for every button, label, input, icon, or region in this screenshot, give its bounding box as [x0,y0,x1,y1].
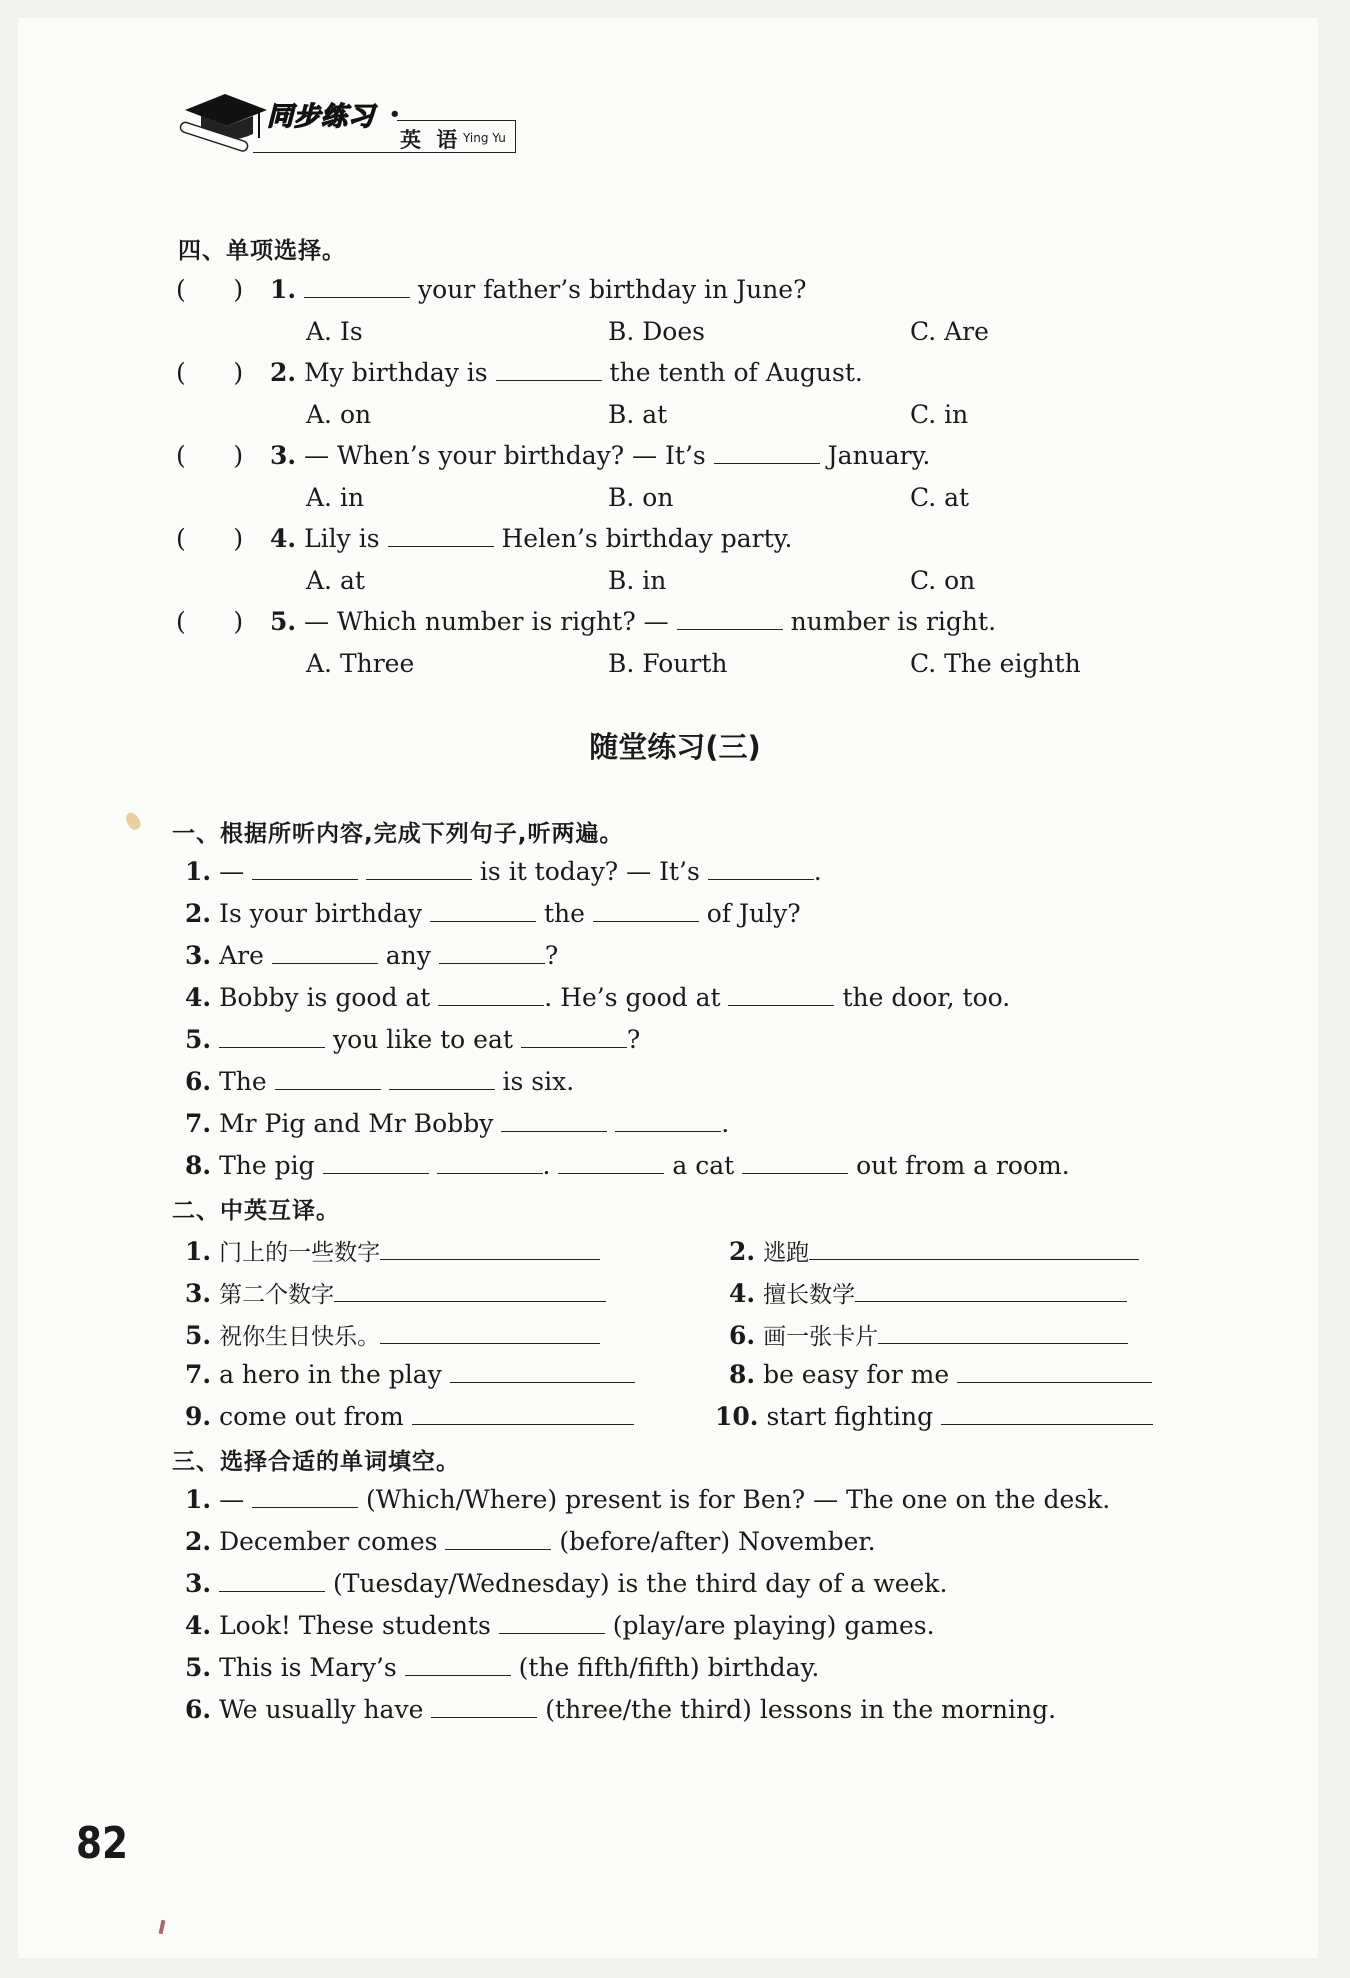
answer-blank[interactable] [272,941,378,964]
translate-item-5 [185,1318,600,1351]
item-text: 擅长数学 [763,1282,856,1308]
item-number: 5. [185,1321,212,1350]
item-number: 7. [185,1360,212,1389]
header-rule [253,152,515,153]
question-number: 3. [270,441,297,470]
item-text: The [219,1067,267,1096]
item-text: Look! These students [219,1611,491,1640]
answer-blank[interactable] [430,899,536,922]
translate-item-4 [729,1276,1127,1309]
question-number: 4. [270,524,297,553]
option-b: B. on [608,483,674,512]
item-text: 画一张卡片 [763,1324,879,1350]
answer-blank[interactable] [445,1527,551,1550]
item-number: 7. [185,1109,212,1138]
item-number: 6. [185,1067,212,1096]
translate-item-8 [729,1360,1152,1389]
option-a: A. on [306,400,372,429]
listen-item-2 [185,899,801,928]
question-text: My birthday is [304,358,488,387]
item-text: Is your birthday [219,899,423,928]
answer-paren: ( ) [176,358,244,387]
translate-item-9 [185,1402,634,1431]
item-number: 2. [185,1527,212,1556]
question-text: number is right. [790,607,997,636]
option-a: A. Three [306,649,415,678]
option-b: B. in [608,566,667,595]
item-text: 逃跑 [763,1240,810,1266]
item-text: (before/after) November. [559,1527,876,1556]
answer-blank[interactable] [501,1109,607,1132]
item-number: 5. [185,1653,212,1682]
translate-item-2 [729,1234,1139,1267]
question-4 [270,524,792,553]
item-number: 9. [185,1402,212,1431]
answer-blank[interactable] [499,1611,605,1634]
fill-item-1 [185,1485,1110,1514]
question-2 [270,358,863,387]
page-number: 82 [76,1818,129,1869]
listen-item-7 [185,1109,729,1138]
item-text: the door, too. [842,983,1011,1012]
item-text: Mr Pig and Mr Bobby [219,1109,494,1138]
item-text: This is Mary’s [219,1653,397,1682]
answer-blank[interactable] [334,1279,606,1302]
question-text: — Which number is right? — [304,607,669,636]
answer-blank[interactable] [219,1569,325,1592]
answer-blank[interactable] [304,275,410,298]
option-b: B. Does [608,317,705,346]
listen-item-1 [185,857,822,886]
item-number: 5. [185,1025,212,1054]
translate-item-1 [185,1234,600,1267]
header-dot: • [389,104,401,125]
item-number: 6. [729,1321,756,1350]
item-number: 2. [729,1237,756,1266]
item-text: 门上的一些数字 [219,1240,381,1266]
item-text: We usually have [219,1695,424,1724]
item-number: 4. [729,1279,756,1308]
answer-blank[interactable] [438,983,544,1006]
item-text: is it today? — It’s [479,857,700,886]
series-title: 同步练习 [267,102,376,132]
item-text: ? [626,1025,641,1054]
question-5 [270,607,996,636]
answer-blank[interactable] [380,1321,600,1344]
answer-paren: ( ) [176,275,244,304]
item-number: 1. [185,1237,212,1266]
answer-blank[interactable] [677,607,783,630]
option-a: A. at [306,566,365,595]
item-text: out from a room. [856,1151,1070,1180]
question-1 [270,275,807,304]
item-text: Are [219,941,264,970]
item-text: . [542,1151,551,1180]
part-3-heading: 三、选择合适的单词填空。 [172,1449,460,1475]
item-text: the [543,899,585,928]
item-text: . He’s good at [544,983,721,1012]
item-number: 3. [185,1569,212,1598]
answer-blank[interactable] [437,1151,543,1174]
item-text: any [385,941,431,970]
question-3 [270,441,930,470]
translate-item-10 [715,1402,1153,1431]
item-number: 8. [185,1151,212,1180]
answer-blank[interactable] [412,1402,634,1425]
item-text: start fighting [766,1402,934,1431]
item-text: — [219,857,245,886]
item-text: (the fifth/fifth) birthday. [518,1653,820,1682]
fill-item-2 [185,1527,876,1556]
question-number: 1. [270,275,297,304]
page-header [175,88,535,178]
answer-paren: ( ) [176,441,244,470]
answer-blank[interactable] [323,1151,429,1174]
item-text: 第二个数字 [219,1282,335,1308]
question-number: 2. [270,358,297,387]
subject-label: 英 语 [400,128,462,152]
item-text: (Tuesday/Wednesday) is the third day of a week. [333,1569,948,1598]
answer-blank[interactable] [219,1025,325,1048]
item-text: (play/are playing) games. [612,1611,935,1640]
answer-blank[interactable] [252,857,358,880]
listen-item-4 [185,983,1010,1012]
item-text: The pig [219,1151,315,1180]
answer-blank[interactable] [714,441,820,464]
item-text: . [721,1109,730,1138]
answer-blank[interactable] [957,1360,1152,1383]
question-text: your father’s birthday in June? [418,275,807,304]
listen-item-8 [185,1151,1070,1180]
option-c: C. on [910,566,976,595]
lesson-title: 随堂练习(三) [589,730,761,764]
question-text: Lily is [304,524,380,553]
answer-paren: ( ) [176,524,244,553]
answer-blank[interactable] [521,1025,627,1048]
item-text: of July? [706,899,801,928]
item-number: 10. [715,1402,759,1431]
listen-item-6 [185,1067,574,1096]
answer-blank[interactable] [275,1067,381,1090]
answer-blank[interactable] [496,358,602,381]
listen-item-3 [185,941,558,970]
answer-blank[interactable] [878,1321,1128,1344]
question-number: 5. [270,607,297,636]
item-text: . [813,857,822,886]
part-1-heading: 一、根据所听内容,完成下列句子,听两遍。 [172,821,624,847]
option-b: B. Fourth [608,649,728,678]
answer-blank[interactable] [450,1360,635,1383]
answer-blank[interactable] [388,524,494,547]
fill-item-3 [185,1569,947,1598]
answer-blank[interactable] [809,1237,1139,1260]
section-4-heading: 四、单项选择。 [178,238,346,264]
fill-item-6 [185,1695,1056,1724]
answer-blank[interactable] [252,1485,358,1508]
item-text: 祝你生日快乐。 [219,1324,381,1350]
fill-item-4 [185,1611,935,1640]
item-number: 3. [185,1279,212,1308]
option-c: C. The eighth [910,649,1081,678]
item-text: (three/the third) lessons in the morning. [545,1695,1057,1724]
option-a: A. Is [306,317,363,346]
option-c: C. in [910,400,969,429]
item-text: come out from [219,1402,404,1431]
item-text: (Which/Where) present is for Ben? — The one on the desk. [365,1485,1111,1514]
item-text: ? [544,941,559,970]
item-number: 8. [729,1360,756,1389]
answer-blank[interactable] [558,1151,664,1174]
answer-blank[interactable] [405,1653,511,1676]
item-text: a hero in the play [219,1360,442,1389]
question-text: — When’s your birthday? — It’s [304,441,706,470]
answer-blank[interactable] [366,857,472,880]
item-text: you like to eat [333,1025,513,1054]
question-text: January. [827,441,931,470]
answer-blank[interactable] [615,1109,721,1132]
option-b: B. at [608,400,668,429]
option-a: A. in [306,483,365,512]
answer-blank[interactable] [708,857,814,880]
item-number: 4. [185,1611,212,1640]
answer-blank[interactable] [439,941,545,964]
answer-blank[interactable] [431,1695,537,1718]
answer-blank[interactable] [389,1067,495,1090]
answer-blank[interactable] [593,899,699,922]
item-text: be easy for me [763,1360,950,1389]
item-text: is six. [502,1067,575,1096]
item-text: a cat [672,1151,735,1180]
translate-item-7 [185,1360,635,1389]
item-text: December comes [219,1527,438,1556]
subject-pinyin: Ying Yu [463,131,506,145]
option-c: C. Are [910,317,989,346]
graduation-cap-icon [175,88,275,168]
answer-blank[interactable] [855,1279,1127,1302]
answer-blank[interactable] [380,1237,600,1260]
item-number: 2. [185,899,212,928]
part-2-heading: 二、中英互译。 [172,1198,340,1224]
fill-item-5 [185,1653,819,1682]
answer-blank[interactable] [941,1402,1153,1425]
question-text: Helen’s birthday party. [501,524,793,553]
translate-item-3 [185,1276,606,1309]
question-text: the tenth of August. [609,358,863,387]
translate-item-6 [729,1318,1128,1351]
item-text: Bobby is good at [219,983,431,1012]
listen-item-5 [185,1025,640,1054]
answer-blank[interactable] [728,983,834,1006]
option-c: C. at [910,483,970,512]
item-number: 6. [185,1695,212,1724]
item-number: 1. [185,1485,212,1514]
item-number: 1. [185,857,212,886]
answer-paren: ( ) [176,607,244,636]
item-text: — [219,1485,245,1514]
answer-blank[interactable] [742,1151,848,1174]
item-number: 3. [185,941,212,970]
item-number: 4. [185,983,212,1012]
